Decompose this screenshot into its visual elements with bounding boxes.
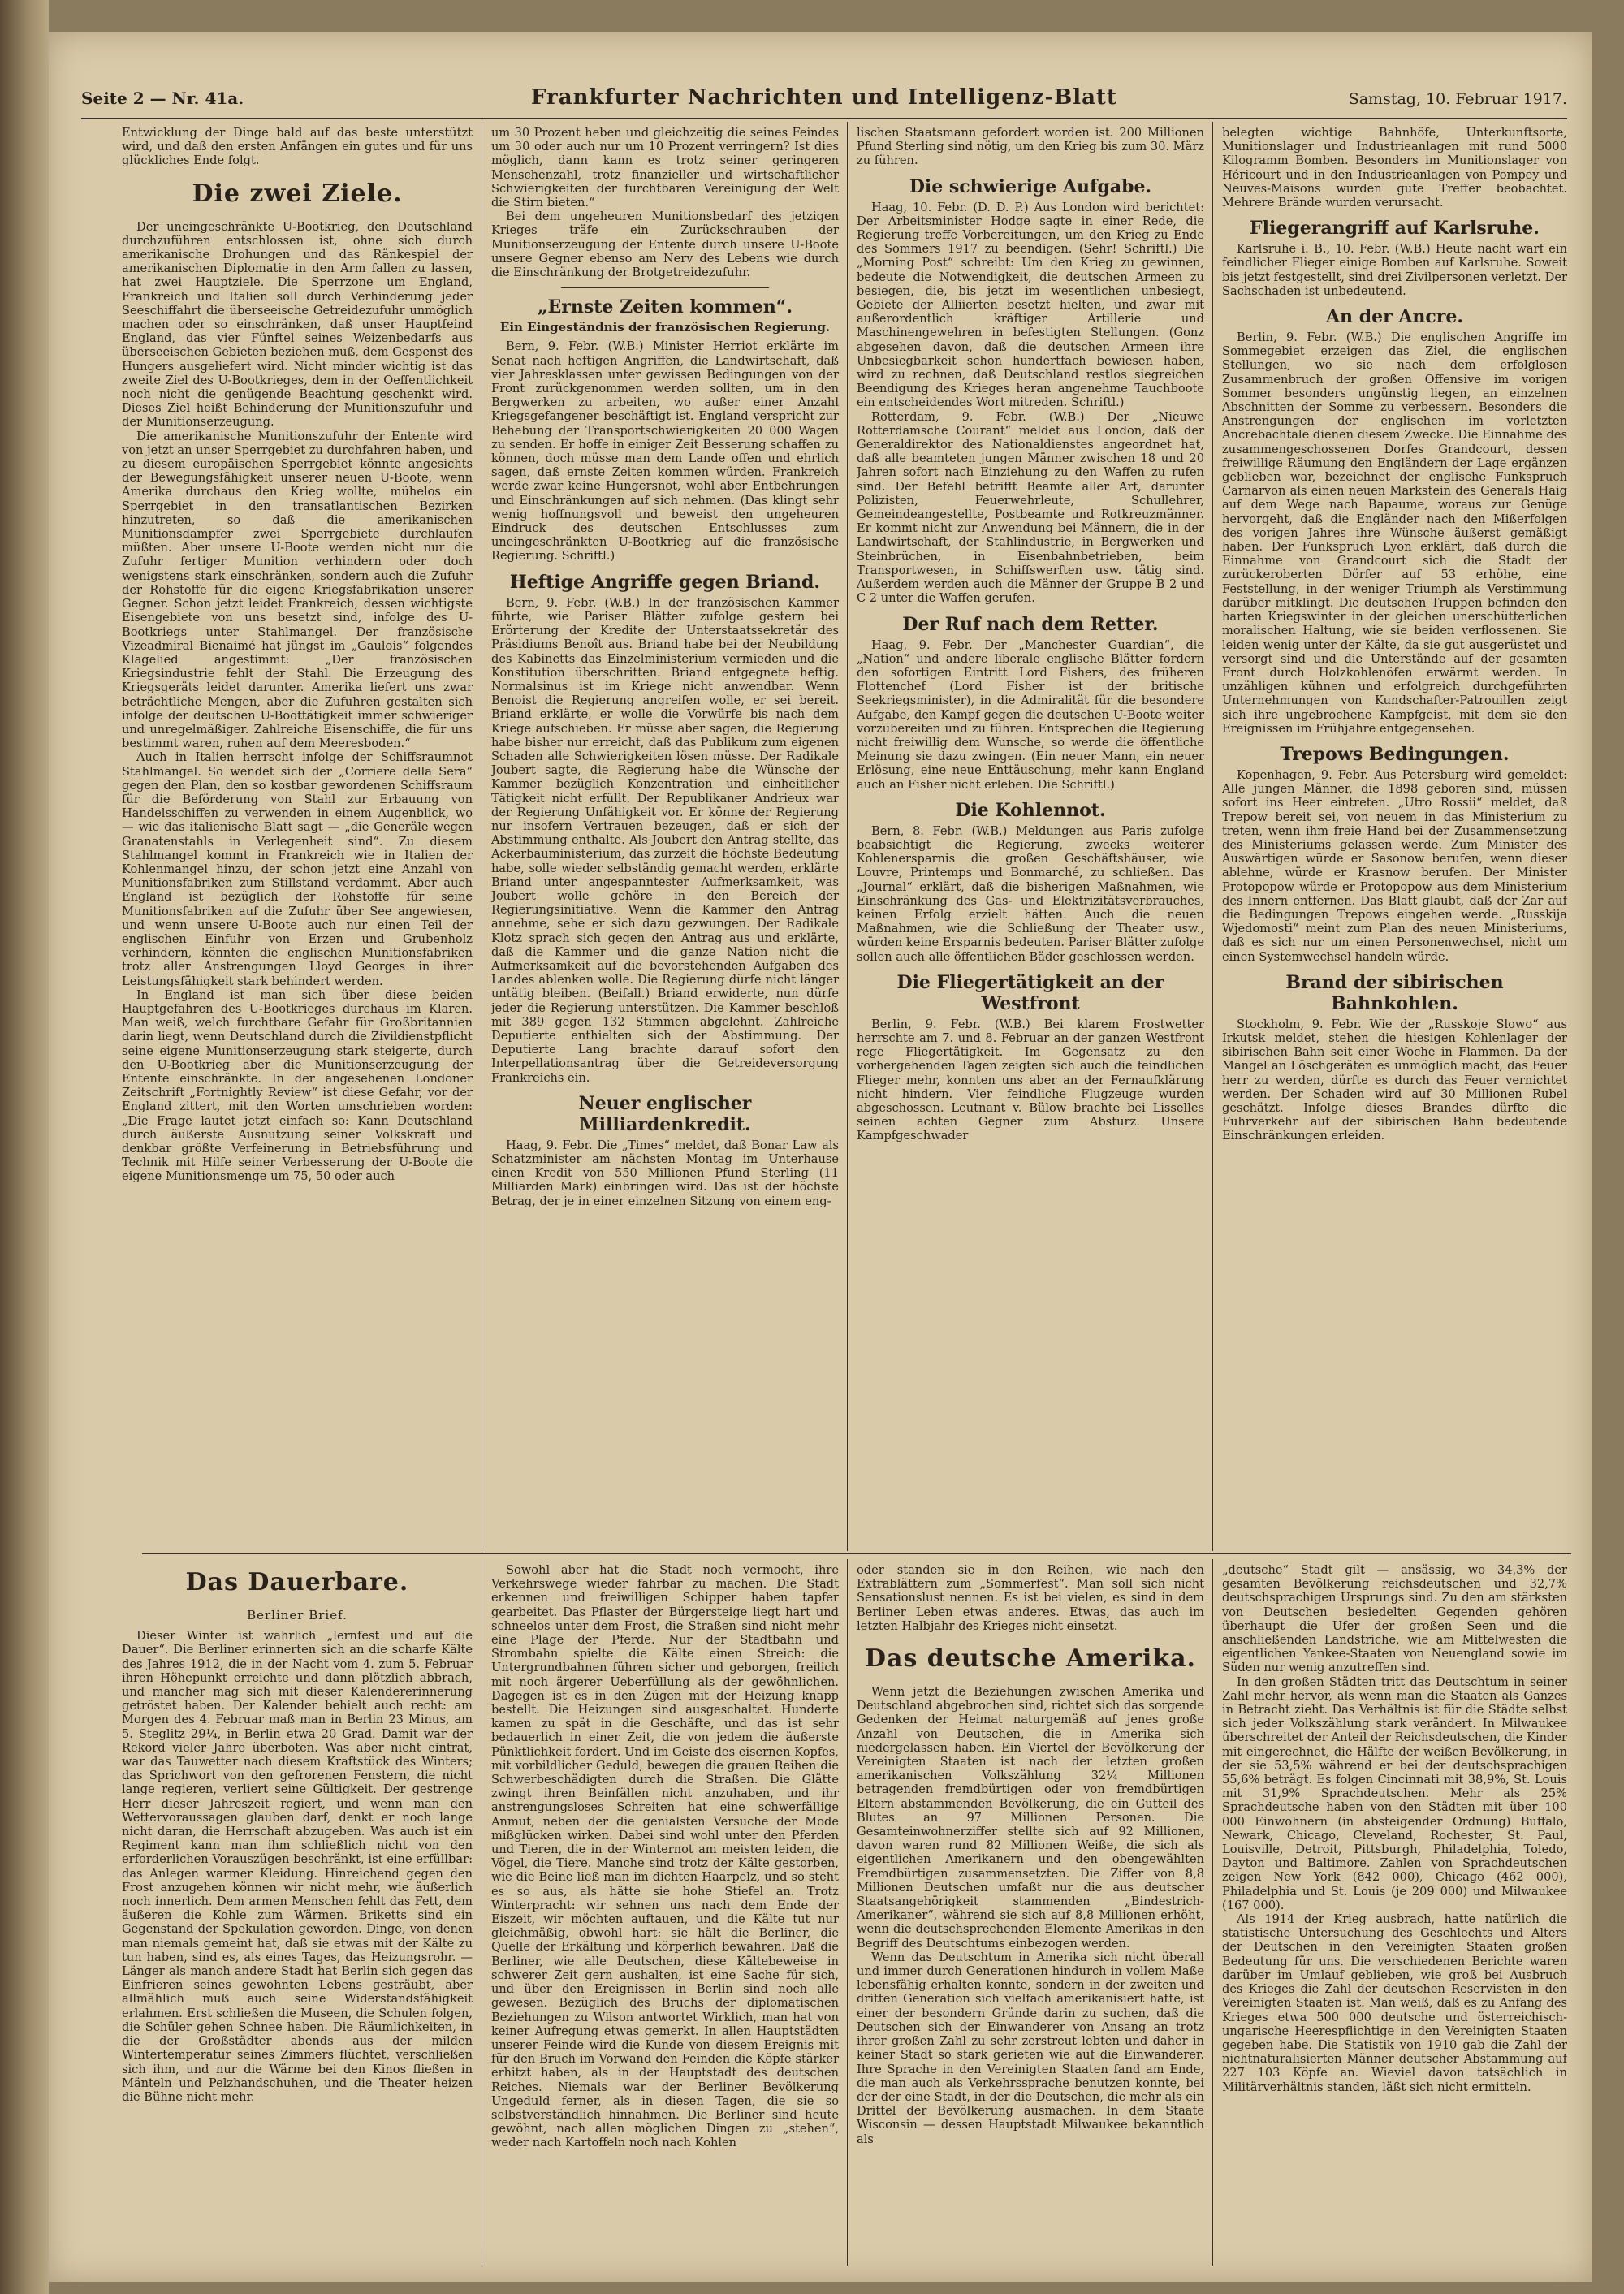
headline-trepow: Trepows Bedingungen. bbox=[1280, 743, 1510, 765]
column-1 bbox=[122, 126, 473, 1547]
paragraph: Sowohl aber hat die Stadt noch vermocht, ihre Verkehrswege wieder fahrbar zu machen. Die Stadt erkennen und freiwilligen Schipper haben tapfer gearbeitet. Das Pflaster der Bürgersteige liegt hart und schneelos unter dem Frost, die Straßen sind nicht mehr eine Plage der Pferde. Nur der Stadtbahn und Strombahn spielte die Kälte einen Streich: die Untergrundbahnen führen sicher und geborgen, freilich mit noch ärgerer Ueberfüllung als der gewöhnlichen. Dagegen ist es in den Zügen mit der Heizung knapp bestellt. Die Heizungen sind ausgeschaltet. Hunderte kamen zu spät in die Geschäfte, und das ist sehr bedauerlich in einer Zeit, die von jedem die äußerste Pünktlichkeit fordert. Und im Geiste des eisernen Kopfes, mit vorbildlicher Geduld, bewegen die grauen Reihen die Schwerbeschädigten durch die Straßen. Die Glätte zwingt ihren Beinfällen nicht anzuhaben, und ihr anstrengungsloses Schreiten hat eine schwerfällige Anmut, neben der die genialsten Versuche der Mode mißglücken wirken. Dabei sind wohl unter den Pferden und Tieren, die in der Winternot am meisten leiden, die Vögel, die Tiere. Manche sind trotz der Kälte gestorben, wie die Beine ließ man im dichten Haarpelz, und so steht es so aus, als hätte sie hohe Stiefel an. Trotz Winterpracht: wir sehnen uns nach dem Ende der Eiszeit, wir möchten auftauen, und die Kälte tut nur gleichmäßig, obwohl hart: sie hält die Berliner, die Quelle der Erkältung und körperlich bewahren. Daß die Berliner, wie alle Deutschen, diese Kältebeweise in schwerer Zeit gern aushalten, ist eine Sache für sich, und über den Ereignissen in Berlin sind noch alle gewesen. Bezüglich des Bruchs der diplomatischen Beziehungen zu Wilson antwortet Wirklich, man hat von keiner Aufregung etwas gemerkt. In allen Hauptstädten unserer Feinde wird die Kunde von diesem Ereignis mit für den Bruch im Vorwand den Feinden die Köpfe stärker erhitzt haben, als in der Hauptstadt des deutschen Reiches. Niemals war der Berliner Bevölkerung Ungeduld ferner, als in diesen Tagen, die sie so selbstverständlich hinnahmen. Die Berliner sind heute gewöhnt, nach allen möglichen Dingen zu „stehen“, weder nach Kartoffeln noch nach Kohlen bbox=[491, 1563, 839, 2150]
feuilleton-column-4 bbox=[1222, 1563, 1567, 2262]
headline-dauerbare: Das Dauerbare. bbox=[185, 1568, 409, 1596]
paragraph: Bern, 8. Febr. (W.B.) Meldungen aus Paris zufolge beabsichtigt die Regierung, zwecks weiterer Kohlenersparnis die großen Geschäftshäuser, wie Louvre, Printemps und Bonmarché, zu schließen. Das „Journal“ erklärt, daß die bisherigen Maßnahmen, wie Einschränkung des Gas- und Elektrizitätsverbrauches, keinen Erfolg erzielt hätten. Auch die neuen Maßnahmen, wie die Schließung der Theater usw., würden keine Ersparnis bedeuten. Pariser Blätter zufolge sollen auch alle öffentlichen Bäder geschlossen werden. bbox=[857, 823, 1204, 964]
headline-milliardenkredit: Neuer englischer Milliardenkredit. bbox=[578, 1092, 752, 1135]
headline-fliegertaetigkeit: Die Fliegertätigkeit an der Westfront bbox=[896, 971, 1164, 1014]
paragraph: Bern, 9. Febr. (W.B.) In der französischen Kammer führte, wie Pariser Blätter zufolge gestern bei Erörterung der Kredite der Unterstaatssekretär des Präsidiums Benoît aus. Briand habe bei der Neubildung des Kabinetts das Einzelministerium vermieden und die Konstitution überschritten. Briand entgegnete heftig. Normalsinus ist im Kriege nicht anwendbar. Wenn Benoist die Regierung angreifen wolle, er sei bereit. Briand erklärte, er wolle die Vorwürfe bis nach dem Kriege aufschieben. Er müsse aber sagen, die Regierung habe bisher nur erreicht, daß das Publikum zum eigenen Schaden alle Schwierigkeiten lösen müsse. Der Radikale Joubert sagte, die Regierung habe die Wünsche der Kammer bezüglich Konzentration und einheitlicher Tätigkeit nicht erfüllt. Der Republikaner Andrieux war der Regierung Unfähigkeit vor. Er könne der Regierung nur insofern Vertrauen bezeugen, daß er sich der Abstimmung enthalte. Als Joubert den Antrag stellte, das Ackerbauministerium, das zurzeit die höchste Bedeutung habe, solle wieder selbständig gemacht werden, erklärte Briand unter angespanntester Aufmerksamkeit, was Joubert wolle gehöre in den Bereich der Regierungsinitiative. Wenn die Kammer den Antrag annehme, sehe er sich dazu gezwungen. Der Radikale Klotz sprach sich gegen den Antrag aus und erklärte, daß die Kammer und die ganze Nation nicht die Aufmerksamkeit auf die bevorstehenden Aufgaben des Landes ablenken wolle. Die Regierung dürfe nicht länger untätig bleiben. (Beifall.) Briand erwiderte, nun dürfe jeder die Regierung unterstützen. Die Kammer beschloß mit 389 gegen 132 Stimmen abgelehnt. Zahlreiche Deputierte enthielten sich der Abstimmung. Der Deputierte Lang brachte darauf sofort den Interpellationsantrag über die Getreideversorgung Frankreichs ein. bbox=[491, 595, 839, 1085]
feuilleton-column-1 bbox=[122, 1563, 473, 2262]
headline-ruf-nach-retter: Der Ruf nach dem Retter. bbox=[902, 613, 1159, 635]
newspaper-title: Frankfurter Nachrichten und Intelligenz-Blatt bbox=[531, 85, 1117, 110]
paragraph: In England ist man sich über diese beiden Hauptgefahren des U-Bootkrieges durchaus im Klaren. Man weiß, welch furchtbare Gefahr für Großbritannien darin liegt, wenn Deutschland durch die Zivildienstpflicht seine eigene Munitionserzeugung stark steigerte, durch den U-Bootkrieg aber die Munitionserzeugung der Entente einschränkte. In der angesehenen Londoner Zeitschrift „Fortnightly Review“ ist diese Gefahr, vor der England zittert, mit den Worten umschrieben worden: „Die Frage lautet jetzt einfach so: Kann Deutschland durch äußerste Ausnutzung seiner Volkskraft und denkbar größte Verfeinerung in Betriebsführung und Technik mit Hilfe seiner Verbesserung der U-Boote die eigene Munitionsmenge um 75, 50 oder auch bbox=[122, 987, 473, 1184]
headline-bahnkohlen: Brand der sibirischen Bahnkohlen. bbox=[1285, 971, 1504, 1014]
paragraph: Rotterdam, 9. Febr. (W.B.) Der „Nieuwe Rotterdamsche Courant“ meldet aus London, daß der Generaldirektor des Nationaldienstes angeordnet hat, daß alle beamteten jungen Männer zwischen 18 und 20 Jahren sofort nach Einziehung zu den Waffen zu rufen sind. Der Befehl betrifft Beamte aller Art, darunter Polizisten, Feuerwehrleute, Schullehrer, Gemeindeangestellte, Postbeamte und Rotkreuzmänner. Er kommt nicht zur Anwendung bei Männern, die in der Landwirtschaft, der Stahlindustrie, in Bergwerken und Steinbrüchen, in Eisenbahnbetrieben, beim Transportwesen, in Schiffswerften usw. tätig sind. Außerdem werden auch die Männer der Gruppe B 2 und C 2 unter die Waffen gerufen. bbox=[857, 409, 1204, 606]
issue-date: Samstag, 10. Februar 1917. bbox=[1348, 90, 1567, 108]
paragraph: In den großen Städten tritt das Deutschtum in seiner Zahl mehr hervor, als wenn man die Staaten als Ganzes in Betracht zieht. Das Verhältnis ist für die Städte selbst sich jeder Volkszählung stark verändert. In Milwaukee überschreitet der Anteil der Reichsdeutschen, die Kinder mit eingerechnet, die Hälfte der weißen Bevölkerung, in der sie 53,5% während er bei der deutschsprachigen 55,6% beträgt. Es folgen Cincinnati mit 38,9%, St. Louis mit 31,9% Sprachdeutschen. Mehr als 25% Sprachdeutsche haben von den Städten mit über 100 000 Einwohnern (in absteigender Ordnung) Buffalo, Newark, Chicago, Cleveland, Rochester, St. Paul, Louisville, Detroit, Pittsburgh, Philadelphia, Toledo, Dayton und Baltimore. Zahlen von Sprachdeutschen zeigen New York (842 000), Chicago (462 000), Philadelphia und St. Louis (je 209 000) und Milwaukee (167 000). bbox=[1222, 1674, 1567, 1912]
paragraph: Haag, 9. Febr. Die „Times“ meldet, daß Bonar Law als Schatzminister am nächsten Montag im Unterhause einen Kredit von 550 Millionen Pfund Sterling (11 Milliarden Mark) einbringen wird. Das ist der höchste Betrag, der je in einer einzelnen Sitzung von einem eng- bbox=[491, 1138, 839, 1208]
paragraph: Haag, 9. Febr. Der „Manchester Guardian“, die „Nation“ und andere liberale englische Blätter fordern den sofortigen Eintritt Lord Fishers, des früheren Flottenchef (Lord Fisher ist der britische Seekriegsminister), in die Admiralität für die besondere Aufgabe, den Kampf gegen die deutschen U-Boote weiter vorzubereiten und zu führen. Entsprechen die Regierung nicht freiwillig dem Wunsche, so werde die öffentliche Meinung sie dazu zwingen. (Ein neuer Mann, ein neuer Erlösung, eine neue Enttäuschung, mehr kann England auch an Fisher nicht erleben. Die Schriftl.) bbox=[857, 637, 1204, 792]
column-rule bbox=[1212, 1559, 1213, 2266]
article-continuation: belegten wichtige Bahnhöfe, Unterkunftsorte, Munitionslager und Industrieanlagen mit rund 5000 Kilogramm Bomben. Besonders im Munitionslager von Héricourt und in den Industrieanlagen von Pompey und Neuves-Maisons wurden gute Treffer beobachtet. Mehrere Brände wurden verursacht. bbox=[1222, 126, 1567, 210]
paragraph: Kopenhagen, 9. Febr. Aus Petersburg wird gemeldet: Alle jungen Männer, die 1898 geboren sind, müssen sofort ins Heer eintreten. „Utro Rossii“ meldet, daß Trepow bereit sei, von neuem in das Ministerium zu treten, wenn ihm freie Hand bei der Zusammensetzung des Ministeriums gelassen werde. Zum Minister des Auswärtigen würde er Sasonow berufen, wenn dieser ablehne, würde er Krasnow berufen. Der Minister Protopopow würde er Protopopow aus dem Ministerium des Innern entfernen. Das Blatt glaubt, daß der Zar auf die Bedingungen Trepows eingehen werde. „Russkija Wjedomosti“ meint zum Plan des neuen Ministeriums, daß es sich nur um einen Personenwechsel, nicht um einen Systemwechsel handeln würde. bbox=[1222, 767, 1567, 964]
paragraph: Berlin, 9. Febr. (W.B.) Bei klarem Frostwetter herrschte am 7. und 8. Februar an der ganzen Westfront rege Fliegertätigkeit. Im Gegensatz zu den vorhergehenden Tagen zeigten sich auch die feindlichen Flieger mehr, konnten uns aber an der Fernaufklärung nicht hindern. Vier feindliche Flugzeuge wurden abgeschossen. Leutnant v. Bülow brachte bei Lisselles seinen achten Gegner zum Absturz. Unsere Kampfgeschwader bbox=[857, 1017, 1204, 1143]
page-header bbox=[81, 85, 1567, 119]
headline-ernste-zeiten: „Ernste Zeiten kommen“. bbox=[537, 296, 793, 318]
paragraph: Dieser Winter ist wahrlich „lernfest und auf die Dauer“. Die Berliner erinnerten sich an die scharfe Kälte des Jahres 1912, die in der Nacht vom 4. zum 5. Februar ihren Höhepunkt erreichte und dann plötzlich abbrach, und mancher mag sich mit dieser Kalendererinnerung getröstet haben. Der Kalender behielt auch recht: am Morgen des 4. Februar maß man in Berlin 23 Minus, am 5. Steglitz 29¼, in Berlin etwa 20 Grad. Damit war der Rekord vieler Jahre überboten. Was aber nicht eintrat, war das Tauwetter nach diesem Kraftstück des Winters; das Sprichwort von den gefrorenen Fenstern, die nicht lange regieren, verliert seine Gültigkeit. Der gestrenge Herr dieser Jahreszeit regiert, und wenn man den Wettervoraussagen glauben darf, denkt er noch lange nicht daran, die Herrschaft abzugeben. Was auch ist ein Regiment kann man ihm schließlich nicht von den erforderlichen Vorauszügen beschränkt, ist eine erfüllbar: das Anlegen warmer Kleidung. Hinreichend gegen den Frost anzugehen können wir nicht mehr, wie äußerlich noch innerlich. Dem armen Menschen fehlt das Fett, dem äußeren die Kohle zum Wärmen. Briketts sind ein Gegenstand der Spekulation geworden. Dinge, von denen man niemals gemeint hat, daß sie etwas mit der Kälte zu tun haben, sind es, als eines Tages, das Heizungsrohr. — Länger als manch andere Stadt hat Berlin sich gegen das Einfrieren seines gewohnten Lebens gesträubt, aber allmählich muß auch seine Widerstandsfähigkeit erlahmen. Erst schließen die Museen, die Schulen folgen, die Schüler gehen Schnee haben. Die Räumlichkeiten, in die der Großstädter abends aus der milden Wintertemperatur seines Zimmers flüchtet, verschließen sich ihm, und nur die Wärme bei den Kinos fließen in Mänteln und Pelzhandschuhen, und die Theater heizen die Bühne nicht mehr. bbox=[122, 1629, 473, 2104]
headline-ancre: An der Ancre. bbox=[1325, 306, 1464, 328]
paragraph: Bei dem ungeheuren Munitionsbedarf des jetzigen Krieges träfe ein Zurückschrauben der Munitionserzeugung der Entente durch unsere U-Boote unsere Gegner ebenso am Nerv des Lebens wie durch die Einschränkung der Brotgetreidezufuhr. bbox=[491, 210, 839, 280]
paragraph: Bern, 9. Febr. (W.B.) Minister Herriot erklärte im Senat nach heftigen Angriffen, die Landwirtschaft, daß vier Jahresklassen unter gewissen Bedingungen von der Front zurückgenommen werden sollten, um in den Bergwerken zu arbeiten, wo außer einer Anzahl Kriegsgefangener beschäftigt ist. England verspricht zur Behebung der Transportschwierigkeiten 20 000 Wagen zu senden. Er hoffe in einiger Zeit Besserung schaffen zu können, doch müsse man dem Lande offen und ehrlich sagen, daß ernste Zeiten kommen würden. Frankreich werde zwar keine Hungersnot, wohl aber Entbehrungen und Einschränkungen auf sich nehmen. (Das klingt sehr wenig hoffnungsvoll und beweist den ungeheuren Eindruck des deutschen Entschlusses zum uneingeschränkten U-Bootkrieg auf die französische Regierung. Schriftl.) bbox=[491, 339, 839, 564]
column-4 bbox=[1222, 126, 1567, 1547]
column-rule bbox=[847, 122, 848, 1551]
paragraph: Als 1914 der Krieg ausbrach, hatte natürlich die statistische Untersuchung des Geschlechts und Alters der Deutschen in den Vereinigten Staaten großen Bedeutung für uns. Die verschiedenen Berichte waren darüber im Umlauf geblieben, wie groß bei Ausbruch des Krieges die Zahl der deutschen Reservisten in den Vereinigten Staaten ist. Man weiß, daß es zu Anfang des Krieges etwa 500 000 deutsche und österreichisch-ungarische Heerespflichtige in den Vereinigten Staaten gegeben habe. Die Statistik von 1910 gab die Zahl der nichtnaturalisierten Männer deutscher Abstammung auf 227 103 Köpfe an. Wieviel davon tatsächlich in Militärverhältnis standen, läßt sich nicht ermitteln. bbox=[1222, 1912, 1567, 2094]
divider bbox=[561, 287, 770, 288]
subheadline: Berliner Brief. bbox=[247, 1608, 348, 1622]
paragraph: Auch in Italien herrscht infolge der Schiffsraumnot Stahlmangel. So wendet sich der „Corriere della Sera“ gegen den Plan, den so kostbar gewordenen Schiffsraum für die Beförderung von Stahl zur Erbauung von Handelsschiffen zu verwenden in einem Augenblick, wo — wie das italienische Blatt sagt — „die Generäle wegen Granatenstahls in Verlegenheit sind“. Zu diesem Stahlmangel kommt in Frankreich wie in Italien der Kohlenmangel hinzu, der schon jetzt eine Anzahl von Munitionsfabriken zum Stillstand verdammt. Aber auch England ist bezüglich der Rohstoffe für seine Munitionsfabriken auf die Zufuhr über See angewiesen, und wenn unsere U-Boote auch nur einen Teil der englischen Einfuhr von Erzen und Grubenholz verhindern, könnten die englischen Munitionsfabriken trotz aller Anstrengungen Lloyd Georges in ihrer Leistungsfähigkeit stark behindert werden. bbox=[122, 750, 473, 988]
paragraph: Wenn das Deutschtum in Amerika sich nicht überall und immer durch Generationen hindurch in vollem Maße lebensfähig erhalten konnte, sondern in der zweiten und dritten Generation sich vielfach amerikanisiert hatte, ist einer der besondern Gründe darin zu suchen, daß die Deutschen sich der Einwanderer von Ansang an trotz ihrer großen Zahl zu sehr zerstreut lebten und daher in keiner Stadt so stark gerieten wie auf die Einwanderer. Ihre Sprache in den Vereinigten Staaten fand am Ende, die man auch als Verkehrssprache benutzen konnte, bei der der eine Stadt, in der die Deutschen, die mehr als ein Drittel der Bevölkerung ausmachen. In dem Staate Wisconsin — dessen Hauptstadt Milwaukee bekanntlich als bbox=[857, 1950, 1204, 2146]
page-number: Seite 2 — Nr. 41a. bbox=[81, 89, 244, 108]
headline-deutsche-amerika: Das deutsche Amerika. bbox=[865, 1644, 1196, 1674]
article-continuation: Entwicklung der Dinge bald auf das beste unterstützt wird, und daß den ersten Anfängen ein gutes und für uns glückliches Ende folgt. bbox=[122, 126, 473, 168]
headline-die-zwei-ziele: Die zwei Ziele. bbox=[192, 179, 403, 208]
headline-karlsruhe: Fliegerangriff auf Karlsruhe. bbox=[1250, 218, 1540, 240]
column-3 bbox=[857, 126, 1204, 1547]
column-rule bbox=[1212, 122, 1213, 1551]
column-rule bbox=[847, 1559, 848, 2266]
headline-kohlennot: Die Kohlennot. bbox=[955, 799, 1106, 821]
paragraph: oder standen sie in den Reihen, wie nach den Extrablättern zum „Sommerfest“. Man soll sich nicht Sensationslust nennen. Es ist bei vielen, es sind in dem Berliner Leben etwas anderes. Etwas, das auch im letzten Halbjahr des Krieges nicht einsetzt. bbox=[857, 1563, 1204, 1633]
paragraph: Stockholm, 9. Febr. Wie der „Russkoje Slowo“ aus Irkutsk meldet, stehen die hiesigen Kohlenlager der sibirischen Bahn seit einer Woche in Flammen. Da der Mangel an Löschgeräten es unmöglich macht, das Feuer herr zu werden, dürfte es durch das Feuer vernichtet werden. Der Schaden wird auf 30 Millionen Rubel geschätzt. Infolge dieses Brandes dürfte die Fuhrverkehr auf der sibirischen Bahn bedeutende Einschränkungen erleiden. bbox=[1222, 1017, 1567, 1143]
subheadline: Ein Eingeständnis der französischen Regierung. bbox=[499, 320, 831, 335]
paragraph: Der uneingeschränkte U-Bootkrieg, den Deutschland durchzuführen entschlossen ist, ohne sich durch amerikanische Drohungen und das Ränkespiel der amerikanischen Diplomatie in den Arm fallen zu lassen, hat zwei Hauptziele. Die Sperrzone um England, Frankreich und Italien soll durch Verhinderung jeder Seeschiffahrt die überseeische Getreidezufuhr unmöglich machen oder so einschränken, daß unser Hauptfeind England, das vier Fünftel seines Weizenbedarfs aus überseeischen Gebieten beziehen muß, dem Gespenst des Hungers ausgeliefert wird. Nicht minder wichtig ist das zweite Ziel des U-Bootkrieges, dem in der Oeffentlichkeit noch nicht die genügende Beachtung geschenkt wird. Dieses Ziel heißt Behinderung der Munitionszufuhr und der Munitionserzeugung. bbox=[122, 219, 473, 430]
headline-schwierige-aufgabe: Die schwierige Aufgabe. bbox=[909, 175, 1152, 197]
paragraph: Haag, 10. Febr. (D. D. P.) Aus London wird berichtet: Der Arbeitsminister Hodge sagte in einer Rede, die Regierung treffe Vorbereitungen, um den Krieg zu Ende des Sommers 1917 zu beendigen. (Sehr! Schriftl.) Die „Morning Post“ schreibt: Um den Krieg zu gewinnen, bedeute die Notwendigkeit, die deutschen Armeen zu besiegen, die, bis jetzt im wesentlichen unbesiegt, Gebiete der Alliierten besetzt hielten, und zwar mit außerordentlich kräftiger Artillerie und Maschinengewehren in befestigten Stellungen. (Gonz abgesehen davon, daß die deutschen Armeen ihre Unbesiegbarkeit schon hundertfach bewiesen haben, wird zu rechnen, daß Deutschland restlos siegreichen Beendigung des Krieges heran angenehme Tauchboote ein entscheidendes Wort mitreden. Schriftl.) bbox=[857, 200, 1204, 410]
paragraph: „deutsche“ Stadt gilt — ansässig, wo 34,3% der gesamten Bevölkerung reichsdeutschen und 32,7% deutschsprachigen Ursprungs sind. Zu den am stärksten von Deutschen besiedelten Gegenden gehören überhaupt die Ufer der großen Seen und die anschließenden Landstriche, wie am Mittelwesten die eigentlichen Yankee-Staaten von Neuengland sowie im Süden nur wenig anzutreffen sind. bbox=[1222, 1563, 1567, 1675]
paragraph: Die amerikanische Munitionszufuhr der Entente wird von jetzt an unser Sperrgebiet zu durchfahren haben, und zu diesem europäischen Sperrgebiet könnte angesichts der Bewegungsfähigkeit unserer neuen U-Boote, wenn Amerika durchaus den Krieg wollte, mühelos ein Sperrgebiet in den transatlantischen Bezirken hinzutreten, so daß die amerikanischen Munitionsdampfer zwei Sperrgebiete durchlaufen müßten. Aber unsere U-Boote werden nicht nur die Zufuhr fertiger Munition verhindern oder doch wenigstens stark einschränken, sondern auch die Zufuhr der Rohstoffe für die eigene Kriegsfabrikation unserer Gegner. Schon jetzt leidet Frankreich, dessen wichtigste Eisengebiete von uns besetzt sind, infolge des U-Bootkriegs unter Stahlmangel. Der französische Vizeadmiral Bienaimé hat jüngst im „Gaulois“ folgendes Klagelied angestimmt: „Der französischen Kriegsindustrie fehlt der Stahl. Die Erzeugung des Kriegsgeräts leidet darunter. Amerika liefert uns zwar beträchtliche Mengen, aber die Zufuhren gestalten sich infolge der deutschen U-Boottätigkeit immer schwieriger und unregelmäßiger. Zahlreiche Eisenschiffe, die für uns bestimmt waren, ruhen auf dem Meeresboden.“ bbox=[122, 429, 473, 751]
paragraph: Berlin, 9. Febr. (W.B.) Die englischen Angriffe im Sommegebiet erzeigen das Ziel, die englischen Stellungen, wo sie nach dem erfolglosen Zusammenbruch der großen Offensive im vorigen Sommer besonders ungünstig liegen, an einzelnen Abschnitten der Somme zu verbessern. Besonders die Anstrengungen der englischen im vorletzten Ancrebachtale dienen diesem Zwecke. Die Einnahme des zusammengeschossenen Dorfes Grandcourt, dessen freiwillige Räumung den Engländern der Lage ergänzen geblieben war, bezeichnet der englische Funkspruch Carnarvon als einen neuen Markstein des Generals Haig auf dem Wege nach Bapaume, woraus zur Genüge hervorgeht, daß die Engländer nach den Mißerfolgen des vorigen Jahres ihre Wünsche äußerst gemäßigt haben. Der Funkspruch Lyon erklärt, daß durch die Einnahme von Grandcourt sich die Stadt der zurückeroberten Dörfer auf 53 erhöhe, eine Feststellung, in der weniger Triumph als Verstimmung darüber mitklingt. Die deutschen Truppen befinden den harten Kriegswinter in der gleichen unerschütterlichen moralischen Haltung, wie sie beiden verflossenen. Sie leiden wenig unter der Kälte, da sie gut ausgerüstet und versorgt sind und die Unterstände auf der gesamten Front durch Holzkohlenöfen erwärmt werden. In unzähligen kühnen und erfolgreich durchgeführten Unternehmungen von Kundschafter-Patrouillen zeigt sich ihre ungebrochene Kampfgeist, mit dem sie den Ereignissen im Frühjahre entgegensehen. bbox=[1222, 330, 1567, 736]
feuilleton-column-2 bbox=[491, 1563, 839, 2262]
section-rule bbox=[142, 1553, 1571, 1554]
column-2 bbox=[491, 126, 839, 1547]
book-binding bbox=[0, 0, 49, 2294]
article-continuation: um 30 Prozent heben und gleichzeitig die seines Feindes um 30 oder auch nur um 10 Prozent verringern? Ist dies möglich, dann kann es trotz seiner geringeren Menschenzahl, trotz finanzieller und wirtschaftlicher Schwierigkeiten der furchtbaren Vereinigung der Welt die Stirn bieten.“ bbox=[491, 126, 839, 210]
headline-angriffe-briand: Heftige Angriffe gegen Briand. bbox=[509, 571, 821, 593]
feuilleton-column-3 bbox=[857, 1563, 1204, 2262]
article-continuation: lischen Staatsmann gefordert worden ist. 200 Millionen Pfund Sterling sind nötig, um den Krieg bis zum 30. März zu führen. bbox=[857, 126, 1204, 168]
paragraph: Karlsruhe i. B., 10. Febr. (W.B.) Heute nacht warf ein feindlicher Flieger einige Bomben auf Karlsruhe. Soweit bis jetzt festgestellt, sind drei Zivilpersonen verletzt. Der Sachschaden ist unbedeutend. bbox=[1222, 242, 1567, 298]
paragraph: Wenn jetzt die Beziehungen zwischen Amerika und Deutschland abgebrochen sind, richtet sich das sorgende Gedenken der Heimat naturgemäß auf jenes große Anzahl von Deutschen, die in Amerika sich niedergelassen haben. Ein Viertel der Bevölkerung der Vereinigten Staaten ist nach der letzten großen amerikanischen Volkszählung 32¼ Millionen betragenden fremdbürtigen oder von fremdbürtigen Eltern abstammenden Bevölkerung, die ein Gutteil des Blutes an 97 Millionen Personen. Die Gesamteinwohnerziffer stellte sich auf 92 Millionen, davon waren rund 82 Millionen Weiße, die sich als eigentlichen Amerikanern und den obengewählten Fremdbürtigen zusammensetzten. Die Ziffer von 8,8 Millionen Deutschen umfaßt nur die aus deutscher Staatsangehörigkeit stammenden „Bindestrich-Amerikaner“, während sie sich auf 8,8 Millionen erhöht, wenn die deutschsprechenden Elemente Amerikas in den Begriff des Deutschtums einbezogen werden. bbox=[857, 1685, 1204, 1951]
